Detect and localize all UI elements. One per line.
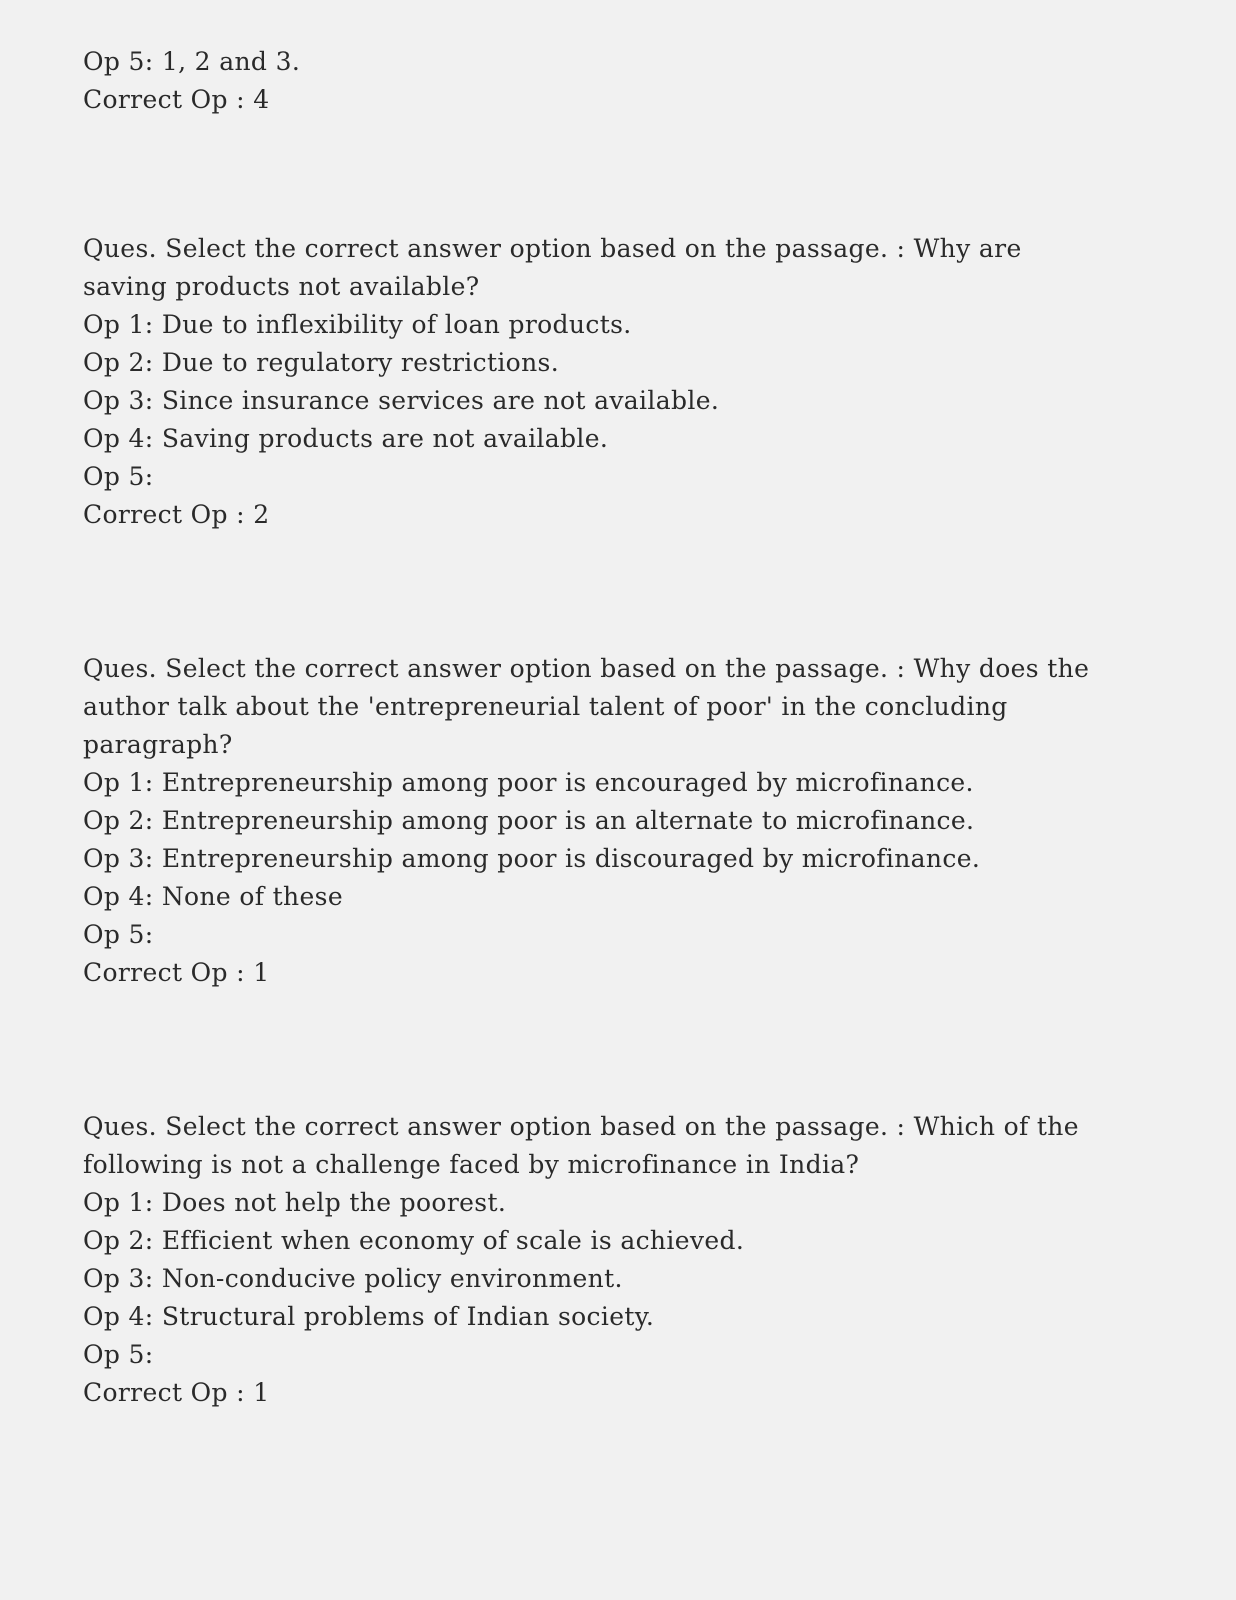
option-1: Op 1: Does not help the poorest.: [83, 1188, 507, 1217]
question-text: Ques. Select the correct answer option based on the passage. : Why does the: [83, 654, 1090, 683]
correct-option: Correct Op : 4: [83, 85, 270, 114]
option-2: Op 2: Entrepreneurship among poor is an alternate to microfinance.: [83, 806, 975, 835]
correct-option: Correct Op : 1: [83, 1378, 270, 1407]
option-1: Op 1: Due to inflexibility of loan products.: [83, 310, 632, 339]
option-4: Op 4: None of these: [83, 882, 343, 911]
option-4: Op 4: Saving products are not available.: [83, 424, 609, 453]
option-5: Op 5:: [83, 1340, 154, 1369]
question-text: Ques. Select the correct answer option based on the passage. : Which of the: [83, 1112, 1079, 1141]
question-text: following is not a challenge faced by microfinance in India?: [83, 1150, 860, 1179]
option-5: Op 5:: [83, 462, 154, 491]
option-2: Op 2: Due to regulatory restrictions.: [83, 348, 560, 377]
option-5: Op 5:: [83, 920, 154, 949]
option-3: Op 3: Since insurance services are not available.: [83, 386, 720, 415]
question-text: paragraph?: [83, 730, 233, 759]
correct-option: Correct Op : 1: [83, 958, 270, 987]
option-3: Op 3: Entrepreneurship among poor is discouraged by microfinance.: [83, 844, 981, 873]
option-1: Op 1: Entrepreneurship among poor is encouraged by microfinance.: [83, 768, 974, 797]
question-text: author talk about the 'entrepreneurial talent of poor' in the concluding: [83, 692, 1008, 721]
question-text: Ques. Select the correct answer option based on the passage. : Why are: [83, 234, 1022, 263]
option-4: Op 4: Structural problems of Indian society.: [83, 1302, 655, 1331]
option-2: Op 2: Efficient when economy of scale is achieved.: [83, 1226, 745, 1255]
question-text: saving products not available?: [83, 272, 480, 301]
correct-option: Correct Op : 2: [83, 500, 270, 529]
option-3: Op 3: Non-conducive policy environment.: [83, 1264, 623, 1293]
option-5: Op 5: 1, 2 and 3.: [83, 47, 301, 76]
